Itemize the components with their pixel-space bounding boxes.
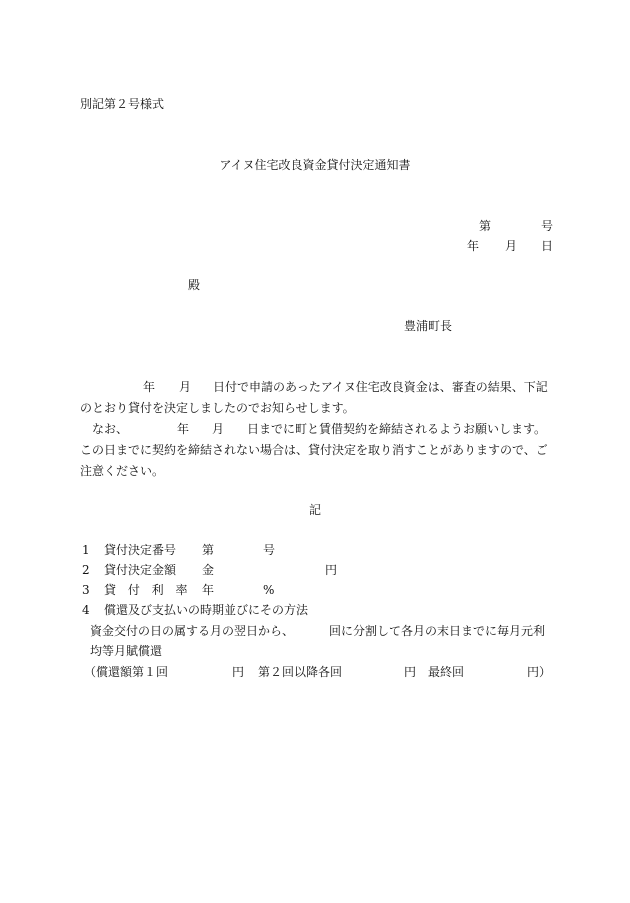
item-prefix: 年 [202, 583, 215, 597]
body-line2: のとおり貸付を決定しましたのでお知らせします。 [80, 401, 355, 415]
item-label: 貸 付 利 率 [104, 583, 192, 597]
item-number: 2 [82, 563, 90, 577]
date-month: 月 [505, 239, 518, 253]
item-label: 貸付決定番号 [104, 543, 177, 557]
body-line3-text: 日までに町と賃借契約を締結されるようお願いします。 [247, 422, 547, 436]
item-suffix: 号 [263, 543, 276, 557]
addressee-honorific: 殿 [188, 278, 201, 292]
date-year: 年 [467, 239, 480, 253]
repayment-first-yen: 円 [232, 665, 245, 679]
document-title: アイヌ住宅改良資金貸付決定通知書 [219, 158, 411, 172]
item-prefix: 第 [202, 543, 215, 557]
body-line1-text: 日付で申請のあったアイヌ住宅改良資金は、審査の結果、下記 [213, 380, 548, 394]
repayment-text-b: 回に分割して各月の末日までに毎月元利 [329, 624, 546, 638]
item-prefix: 金 [202, 563, 215, 577]
item-suffix: % [263, 583, 275, 597]
item-number: 4 [82, 603, 90, 617]
item-number: 1 [82, 543, 90, 557]
number-prefix: 第 [479, 219, 492, 233]
body-line1-year: 年 [143, 380, 156, 394]
body-line3-year: 年 [177, 422, 190, 436]
number-suffix: 号 [541, 219, 554, 233]
body-line1-month: 月 [179, 380, 192, 394]
item-label: 貸付決定金額 [104, 563, 177, 577]
ki-heading: 記 [308, 503, 321, 517]
body-line3-month: 月 [212, 422, 225, 436]
item-suffix: 円 [325, 563, 338, 577]
repayment-text-c: 均等月賦償還 [90, 644, 163, 658]
body-line4: この日までに契約を締結されない場合は、貸付決定を取り消すことがありますので、ご [80, 443, 548, 457]
item-label: 償還及び支払いの時期並びにその方法 [104, 603, 309, 617]
item-number: 3 [82, 583, 90, 597]
body-line5: 注意ください。 [80, 464, 165, 478]
repayment-final-yen: 円） [527, 665, 552, 679]
date-day: 日 [541, 239, 554, 253]
repayment-final-label: 最終回 [428, 665, 465, 679]
repayment-first-label: （償還額第１回 [84, 665, 169, 679]
form-label: 別記第２号様式 [80, 97, 165, 111]
body-line3-lead: なお、 [92, 422, 129, 436]
repayment-text-a: 資金交付の日の属する月の翌日から、 [90, 624, 295, 638]
repayment-subsequent-label: 第２回以降各回 [258, 665, 343, 679]
repayment-subsequent-yen: 円 [404, 665, 417, 679]
sender-name: 豊浦町長 [404, 319, 453, 333]
